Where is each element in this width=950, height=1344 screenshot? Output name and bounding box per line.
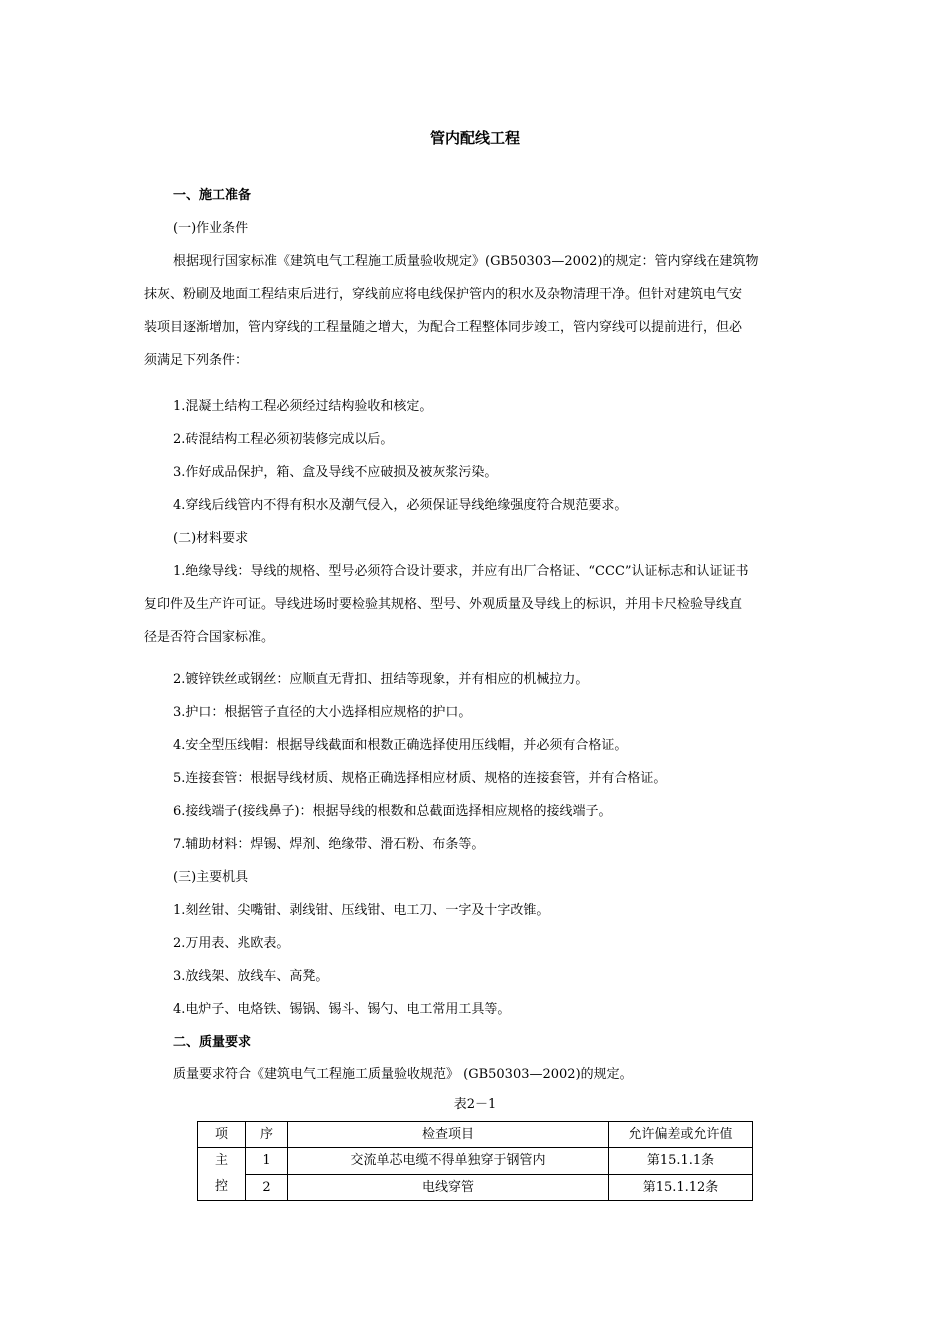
body-line: 3.护口：根据管子直径的大小选择相应规格的护口。 [173, 705, 472, 720]
body-line: 1.混凝土结构工程必须经过结构验收和核定。 [173, 399, 433, 414]
table-row [198, 1174, 753, 1201]
body-line: (一)作业条件 [173, 221, 249, 236]
table-row [198, 1148, 753, 1175]
group-label-cell [198, 1148, 246, 1201]
row-check-item: 交流单芯电缆不得单独穿于钢管内 [288, 1148, 609, 1175]
row-allowed-value: 第15.1.12条 [609, 1174, 753, 1201]
body-line: 1.刻丝钳、尖嘴钳、剥线钳、压线钳、电工刀、一字及十字改锥。 [173, 903, 550, 918]
body-line: 复印件及生产许可证。导线进场时要检验其规格、型号、外观质量及导线上的标识，并用卡尺检验导线直 [144, 597, 743, 612]
body-line: 须满足下列条件： [144, 353, 249, 368]
header-allowed-value: 允许偏差或允许值 [609, 1122, 753, 1148]
header-seq: 序 [246, 1122, 288, 1148]
body-line: 抹灰、粉刷及地面工程结束后进行，穿线前应将电线保护管内的积水及杂物清理干净。但针对建筑电气安 [144, 287, 743, 302]
body-line: 2.砖混结构工程必须初装修完成以后。 [173, 432, 394, 447]
table-caption: 表2－1 [453, 1097, 497, 1112]
body-line: 径是否符合国家标准。 [144, 630, 275, 645]
body-line: 4.安全型压线帽：根据导线截面和根数正确选择使用压线帽，并必须有合格证。 [173, 738, 628, 753]
body-line: 3.放线架、放线车、高凳。 [173, 969, 329, 984]
body-line: 质量要求符合《建筑电气工程施工质量验收规范》 (GB50303—2002)的规定。 [173, 1067, 633, 1082]
body-line: 6.接线端子(接线鼻子)：根据导线的根数和总截面选择相应规格的接线端子。 [173, 804, 612, 819]
section-heading: 一、施工准备 [173, 188, 252, 203]
body-line: 7.辅助材料：焊锡、焊剂、绝缘带、滑石粉、布条等。 [173, 837, 485, 852]
section-heading: 二、质量要求 [173, 1035, 252, 1050]
quality-table [197, 1121, 753, 1201]
body-line: 4.穿线后线管内不得有积水及潮气侵入，必须保证导线绝缘强度符合规范要求。 [173, 498, 628, 513]
row-seq: 1 [246, 1148, 288, 1175]
row-check-item: 电线穿管 [288, 1174, 609, 1201]
row-seq: 2 [246, 1174, 288, 1201]
body-line: 5.连接套管：根据导线材质、规格正确选择相应材质、规格的连接套管，并有合格证。 [173, 771, 667, 786]
body-line: 1.绝缘导线：导线的规格、型号必须符合设计要求，并应有出厂合格证、“CCC”认证标志和认证证书 [173, 564, 749, 579]
document-title: 管内配线工程 [429, 129, 520, 147]
body-line: (二)材料要求 [173, 531, 249, 546]
body-line: 3.作好成品保护，箱、盒及导线不应破损及被灰浆污染。 [173, 465, 498, 480]
header-item-group: 项 [198, 1122, 246, 1148]
body-line: 装项目逐渐增加，管内穿线的工程量随之增大，为配合工程整体同步竣工，管内穿线可以提前进行，但必 [144, 320, 743, 335]
body-line: (三)主要机具 [173, 870, 249, 885]
body-line: 2.镀锌铁丝或钢丝：应顺直无背扣、扭结等现象，并有相应的机械拉力。 [173, 672, 589, 687]
table-header-row [198, 1122, 753, 1148]
header-check-item: 检查项目 [288, 1122, 609, 1148]
body-line: 4.电炉子、电烙铁、锡锅、锡斗、锡勺、电工常用工具等。 [173, 1002, 511, 1017]
body-line: 2.万用表、兆欧表。 [173, 936, 290, 951]
body-line: 根据现行国家标准《建筑电气工程施工质量验收规定》(GB50303—2002)的规定：管内穿线在建筑物 [173, 254, 759, 269]
row-allowed-value: 第15.1.1条 [609, 1148, 753, 1175]
group-label-line2: 控 [214, 1179, 228, 1194]
group-label-line1: 主 [214, 1153, 228, 1168]
